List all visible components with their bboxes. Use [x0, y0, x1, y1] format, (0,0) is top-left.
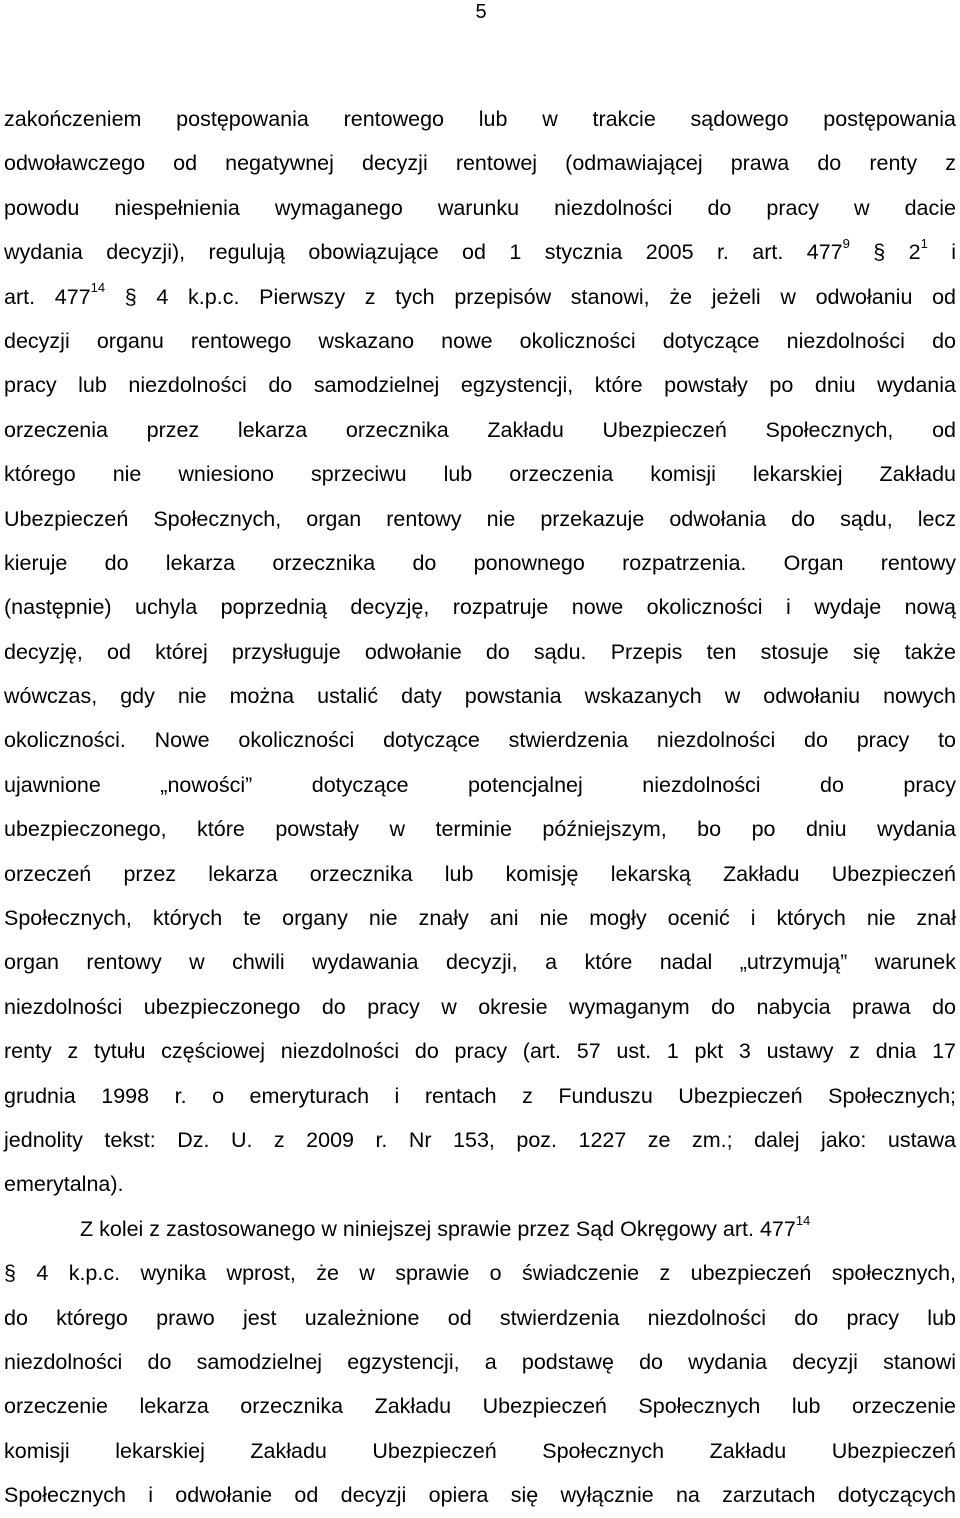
text-fragment: 4 k.p.c. Pierwszy z tych przepisów stanowi, że jeżeli w odwołaniu od [156, 284, 956, 309]
section-sign: § [873, 240, 886, 265]
citation-number: 2 [908, 240, 921, 265]
text-line: grudnia 1998 r. o emeryturach i rentach z Funduszu Ubezpieczeń Społecznych; [4, 1083, 956, 1108]
text-line: decyzji organu rentowego wskazano nowe okoliczności dotyczące niezdolności do [4, 328, 956, 353]
citation-text: Z kolei z zastosowanego w niniejszej sprawie przez Sąd Okręgowy art. 477 [80, 1216, 796, 1241]
text-line-with-citation [4, 230, 956, 274]
text-line: (następnie) uchyla poprzednią decyzję, rozpatruje nowe okoliczności i wydaje nową [4, 595, 956, 620]
text-line: ujawnione „nowości” dotyczące potencjalnej niezdolności do pracy [4, 772, 956, 797]
page-number: 5 [475, 1, 487, 23]
text-line: orzeczenie lekarza orzecznika Zakładu Ubezpieczeń Społecznych lub orzeczenie [4, 1394, 956, 1419]
text-line: emerytalna). [4, 1172, 124, 1197]
text-line: powodu niespełnienia wymaganego warunku niezdolności do pracy w dacie [4, 195, 956, 220]
text-line: zakończeniem postępowania rentowego lub w trakcie sądowego postępowania [4, 107, 956, 131]
text-line: niezdolności do samodzielnej egzystencji, a podstawę do wydania decyzji stanowi [4, 1349, 956, 1374]
superscript: 1 [920, 236, 928, 252]
text-fragment: 4 k.p.c. wynika wprost, że w sprawie o świadczenie z ubezpieczeń społecznych, [36, 1261, 956, 1286]
text-line: decyzję, od której przysługuje odwołanie do sądu. Przepis ten stosuje się także [4, 639, 956, 664]
text-line: Ubezpieczeń Społecznych, organ rentowy nie przekazuje odwołania do sądu, lecz [4, 506, 956, 531]
text-line: organ rentowy w chwili wydawania decyzji, a które nadal „utrzymują” warunek [4, 950, 956, 975]
superscript: 14 [90, 280, 106, 296]
citation-text: art. 477 [4, 284, 91, 309]
text-line: orzeczeń przez lekarza orzecznika lub komisję lekarską Zakładu Ubezpieczeń [4, 861, 956, 886]
text-line: Społecznych i odwołanie od decyzji opiera się wyłącznie na zarzutach dotyczących [4, 1483, 956, 1508]
superscript: 9 [842, 236, 850, 252]
text-line: komisji lekarskiej Zakładu Ubezpieczeń Społecznych Zakładu Ubezpieczeń [4, 1438, 956, 1463]
section-sign: § [4, 1261, 16, 1286]
text-line: jednolity tekst: Dz. U. z 2009 r. Nr 153, poz. 1227 ze zm.; dalej jako: ustawa [4, 1127, 956, 1152]
text-line: wówczas, gdy nie można ustalić daty powstania wskazanych w odwołaniu nowych [4, 684, 956, 709]
text-line-with-citation [4, 275, 956, 319]
text-line: odwoławczego od negatywnej decyzji rentowej (odmawiającej prawa do renty z [4, 151, 956, 176]
text-line-with-citation [4, 1251, 956, 1295]
text-line: którego nie wniesiono sprzeciwu lub orzeczenia komisji lekarskiej Zakładu [4, 462, 956, 487]
text-line: niezdolności ubezpieczonego do pracy w okresie wymaganym do nabycia prawa do [4, 994, 956, 1019]
text-line-with-citation [4, 1207, 956, 1251]
text-line: renty z tytułu częściowej niezdolności do pracy (art. 57 ust. 1 pkt 3 ustawy z dnia 17 [4, 1039, 956, 1064]
text-line: pracy lub niezdolności do samodzielnej egzystencji, które powstały po dniu wydania [4, 373, 956, 398]
text-line: okoliczności. Nowe okoliczności dotyczące stwierdzenia niezdolności do pracy to [4, 728, 956, 753]
text-line: kieruje do lekarza orzecznika do ponownego rozpatrzenia. Organ rentowy [4, 550, 956, 575]
text-line: ubezpieczonego, które powstały w terminie późniejszym, bo po dniu wydania [4, 817, 956, 842]
superscript: 14 [795, 1212, 811, 1228]
section-sign: § [124, 284, 137, 309]
citation-text: wydania decyzji), regulują obowiązujące od 1 stycznia 2005 r. art. 477 [4, 240, 843, 265]
text-line: orzeczenia przez lekarza orzecznika Zakładu Ubezpieczeń Społecznych, od [4, 417, 956, 442]
text-line: Społecznych, których te organy nie znały ani nie mogły ocenić i których nie znał [4, 906, 956, 931]
document-body [4, 97, 956, 1518]
text-fragment: i [951, 240, 956, 265]
text-line: do którego prawo jest uzależnione od stwierdzenia niezdolności do pracy lub [4, 1305, 956, 1330]
